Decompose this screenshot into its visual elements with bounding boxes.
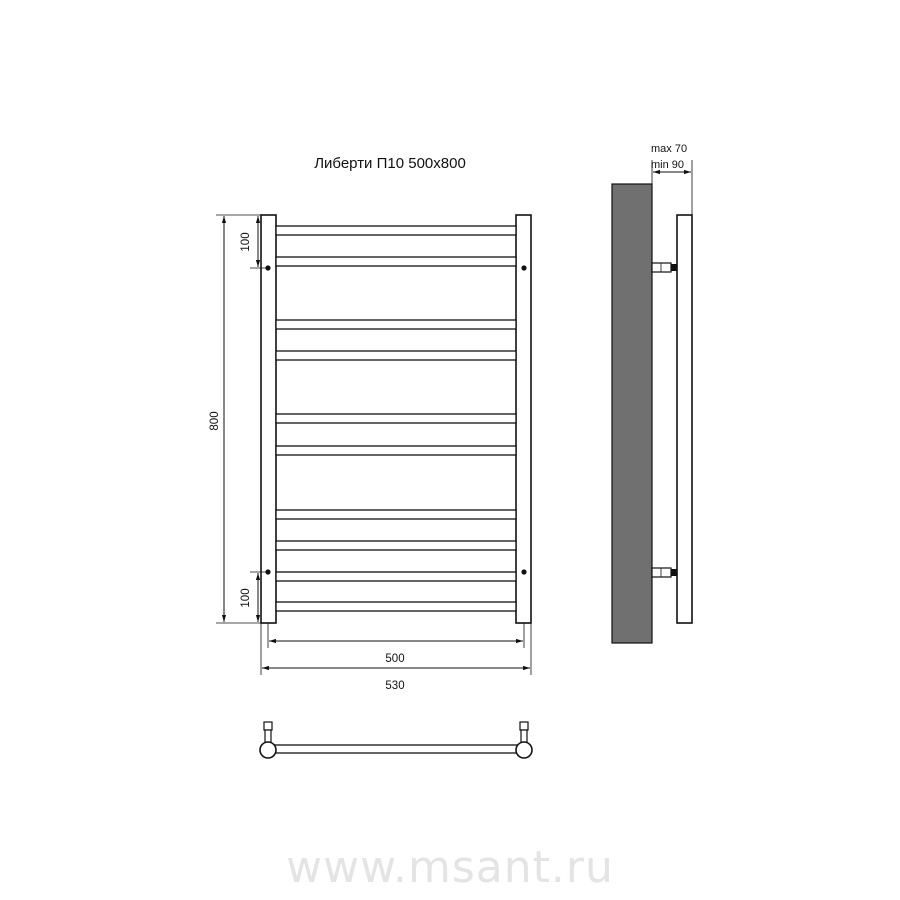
outer-width-label: 530: [385, 680, 405, 692]
right-connector: [521, 730, 527, 743]
rung: [276, 351, 516, 360]
side-view: [612, 143, 692, 643]
mount-point: [521, 265, 526, 270]
rung: [276, 446, 516, 455]
height-dimension: [209, 215, 261, 623]
top-view: [260, 722, 532, 758]
inner-width-label: 500: [385, 653, 405, 665]
rung: [276, 602, 516, 611]
front-view: [261, 215, 531, 623]
left-rail-section: [260, 742, 276, 758]
top-offset-label: 100: [240, 232, 252, 252]
bottom-offset-label: 100: [240, 588, 252, 608]
left-rail: [261, 215, 276, 623]
rung: [276, 320, 516, 329]
side-rail: [677, 215, 692, 623]
rung: [276, 414, 516, 423]
mount-point: [521, 569, 526, 574]
top-view-bar: [270, 745, 526, 753]
watermark: www.msant.ru: [286, 842, 614, 893]
rung: [276, 572, 516, 581]
rung: [276, 541, 516, 550]
right-rail-section: [516, 742, 532, 758]
wall: [612, 184, 652, 643]
rung: [276, 257, 516, 266]
wall-bracket-bottom: [652, 568, 677, 577]
height-label: 800: [209, 411, 221, 431]
left-connector: [264, 722, 272, 730]
right-rail: [516, 215, 531, 623]
left-connector: [265, 730, 271, 743]
rung: [276, 226, 516, 235]
wall-bracket-top: [652, 263, 677, 272]
rung: [276, 510, 516, 519]
right-connector: [520, 722, 528, 730]
depth-max-label: max 70: [651, 143, 688, 155]
depth-min-label: min 90: [651, 159, 685, 171]
rungs: [276, 226, 516, 611]
inner-width-dimension: [268, 623, 524, 665]
drawing-title: Либерти П10 500х800: [314, 155, 466, 172]
